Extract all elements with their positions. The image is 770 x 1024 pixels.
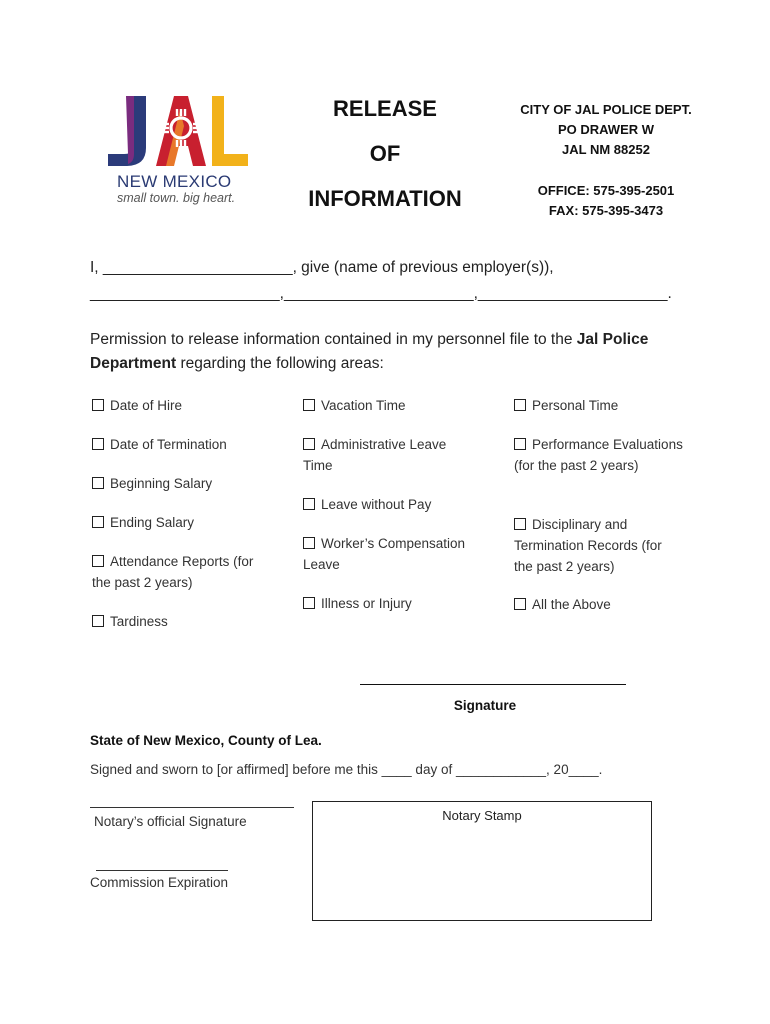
title-release: RELEASE [333,96,437,121]
option-label: Tardiness [110,614,168,629]
checkbox-icon[interactable] [303,498,315,510]
intro-line-2: ______________________,______________________,______________________. [90,285,672,302]
checkbox-icon[interactable] [514,598,526,610]
address-po: PO DRAWER W [557,122,655,137]
option-beginning-salary[interactable] [92,473,272,494]
sworn-statement: Signed and sworn to [or affirmed] before me this ____ day of ____________, 20____. [90,762,603,777]
option-date-of-hire[interactable] [92,395,272,416]
option-label: Beginning Salary [110,476,213,491]
address-office-phone: OFFICE: 575-395-2501 [537,183,675,198]
option-personal-time[interactable] [514,395,694,416]
option-workers-compensation[interactable] [303,533,483,575]
option-label: Vacation Time [321,398,406,413]
notary-stamp-label: Notary Stamp [442,808,522,823]
option-label: All the Above [532,597,611,612]
commission-expiration-label: Commission Expiration [90,875,229,890]
option-label: Performance Evaluations (for the past 2 years) [514,437,683,473]
permission-line-2 [90,355,384,373]
option-administrative-leave[interactable] [303,434,473,476]
checkbox-icon[interactable] [92,555,104,567]
option-label: Personal Time [532,398,619,413]
checkbox-icon[interactable] [514,438,526,450]
checkbox-icon[interactable] [303,438,315,450]
checkbox-icon[interactable] [92,438,104,450]
option-label: Worker’s Compensation Leave [303,536,466,572]
state-county-line: State of New Mexico, County of Lea. [90,733,322,748]
address-fax: FAX: 575-395-3473 [548,203,664,218]
option-attendance-reports[interactable] [92,551,272,593]
option-date-of-termination[interactable] [92,434,272,455]
checkbox-icon[interactable] [92,615,104,627]
option-illness-or-injury[interactable] [303,593,483,614]
commission-expiration-line[interactable] [96,870,228,871]
checkbox-icon[interactable] [92,477,104,489]
checkbox-icon[interactable] [92,516,104,528]
notary-signature-line[interactable] [90,807,294,808]
title-of: OF [369,141,401,166]
option-all-the-above[interactable] [514,594,694,615]
signature-line[interactable] [360,684,626,685]
checkbox-icon[interactable] [92,399,104,411]
logo-state-text: NEW MEXICO [117,172,232,191]
option-label: Administrative Leave Time [303,437,447,473]
option-performance-evaluations[interactable] [514,434,684,476]
checkbox-icon[interactable] [303,399,315,411]
permission-text-2: regarding the following areas: [176,355,384,372]
permission-line-1 [90,331,648,349]
option-label: Date of Hire [110,398,183,413]
option-disciplinary-records[interactable] [514,514,684,577]
option-label: Leave without Pay [321,497,432,512]
checkbox-icon[interactable] [514,518,526,530]
checkbox-icon[interactable] [303,537,315,549]
option-label: Disciplinary and Termination Records (for the past 2 years) [514,517,662,574]
title-information: INFORMATION [308,186,462,211]
option-leave-without-pay[interactable] [303,494,483,515]
logo-tagline: small town. big heart. [117,191,236,205]
notary-signature-label: Notary’s official Signature [94,814,247,829]
option-label: Attendance Reports (for the past 2 years) [92,554,254,590]
option-label: Ending Salary [110,515,195,530]
checkbox-icon[interactable] [303,597,315,609]
address-dept: CITY OF JAL POLICE DEPT. [520,102,692,117]
signature-label: Signature [453,698,517,713]
option-label: Illness or Injury [321,596,412,611]
permission-text-1: Permission to release information contained in my personnel file to the [90,331,577,348]
option-vacation-time[interactable] [303,395,483,416]
option-ending-salary[interactable] [92,512,272,533]
option-tardiness[interactable] [92,611,272,632]
option-label: Date of Termination [110,437,227,452]
address-city: JAL NM 88252 [562,142,650,157]
permission-bold-1: Jal Police [576,331,649,348]
intro-line-1: I, ______________________, give (name of previous employer(s)), [90,259,554,276]
checkbox-icon[interactable] [514,399,526,411]
permission-bold-2: Department [90,355,177,372]
